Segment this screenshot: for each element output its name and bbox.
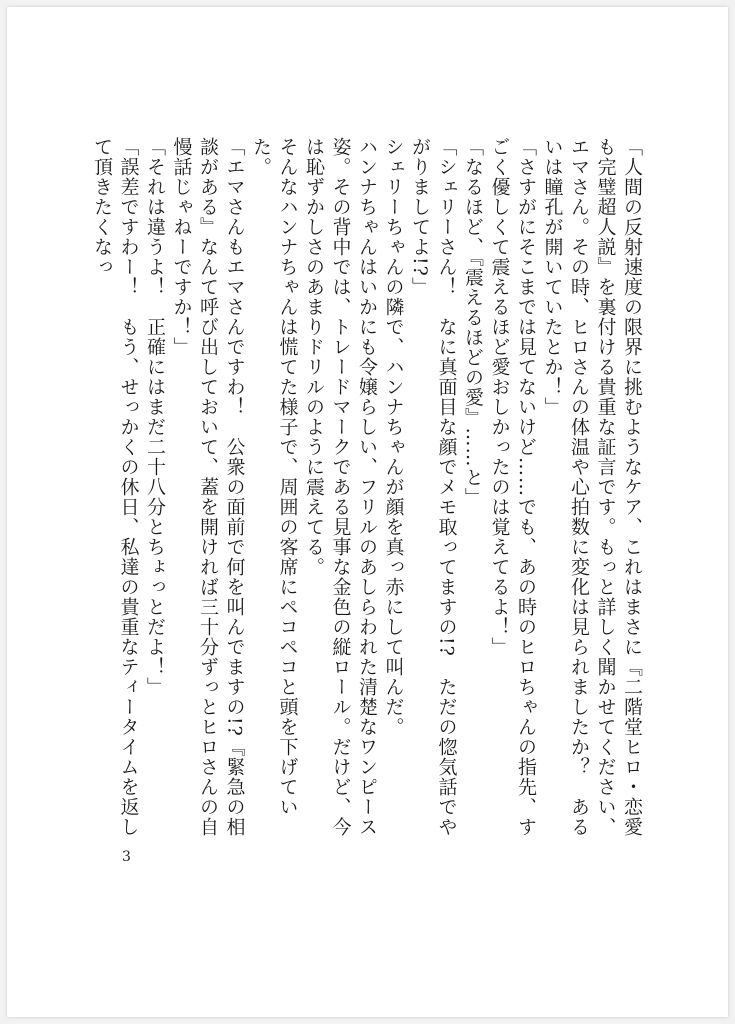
document-page bbox=[7, 7, 728, 1017]
paragraph: 「なるほど、『震えるほどの愛』……と」 bbox=[462, 137, 484, 508]
paragraph: 「シェリーさん！ なに真面目な顔でメモ取ってますの!? ただの惚気話でやがりましてよ!?」 bbox=[409, 137, 458, 837]
paragraph: 「それは違うよ！ 正確にはまだ二十八分とちょっとだよ！」 bbox=[144, 137, 166, 697]
page-number: 3 bbox=[122, 849, 131, 865]
paragraph: 「誤差ですわー！ もう、せっかくの休日、私達の貴重なティータイムを返して頂きたくなっ bbox=[91, 137, 140, 837]
paragraph: ハンナちゃんはいかにも令嬢らしい、フリルのあしらわれた清楚なワンピース姿。その背中では、トレードマークである見事な金色の縦ロール。だけど、今は恥ずかしさのあまりドリルのように震えてる。 bbox=[303, 137, 378, 837]
paragraph: 「エマさんもエマさんですわ！ 公衆の面前で何を叫んでますの!?『緊急の相談がある』なんて呼び出しておいて、蓋を開ければ三十分ずっとヒロさんの自慢話じゃねーですか！」 bbox=[170, 137, 246, 837]
paragraph: そんなハンナちゃんは慌てた様子で、周囲の客席にペコペコと頭を下げていた。 bbox=[250, 137, 299, 817]
vertical-text-block bbox=[91, 137, 645, 847]
paragraph: 「さすがにそこまでは見てないけど……でも、あの時のヒロちゃんの指先、すごく優しくて震えるほど愛おしかったのは覚えてるよ！」 bbox=[488, 137, 537, 837]
paragraph: 「人間の反射速度の限界に挑むようなケア、これはまさに『二階堂ヒロ・恋愛も完璧超人説』を裏付ける貴重な証言です。もっと詳しく聞かせてください、エマさん。その時、ヒロさんの体温や心拍数に変化は見られましたか？ あるいは瞳孔が開いていたとか！」 bbox=[541, 137, 643, 837]
paragraph: シェリーちゃんの隣で、ハンナちゃんが顔を真っ赤にして叫んだ。 bbox=[382, 137, 405, 737]
